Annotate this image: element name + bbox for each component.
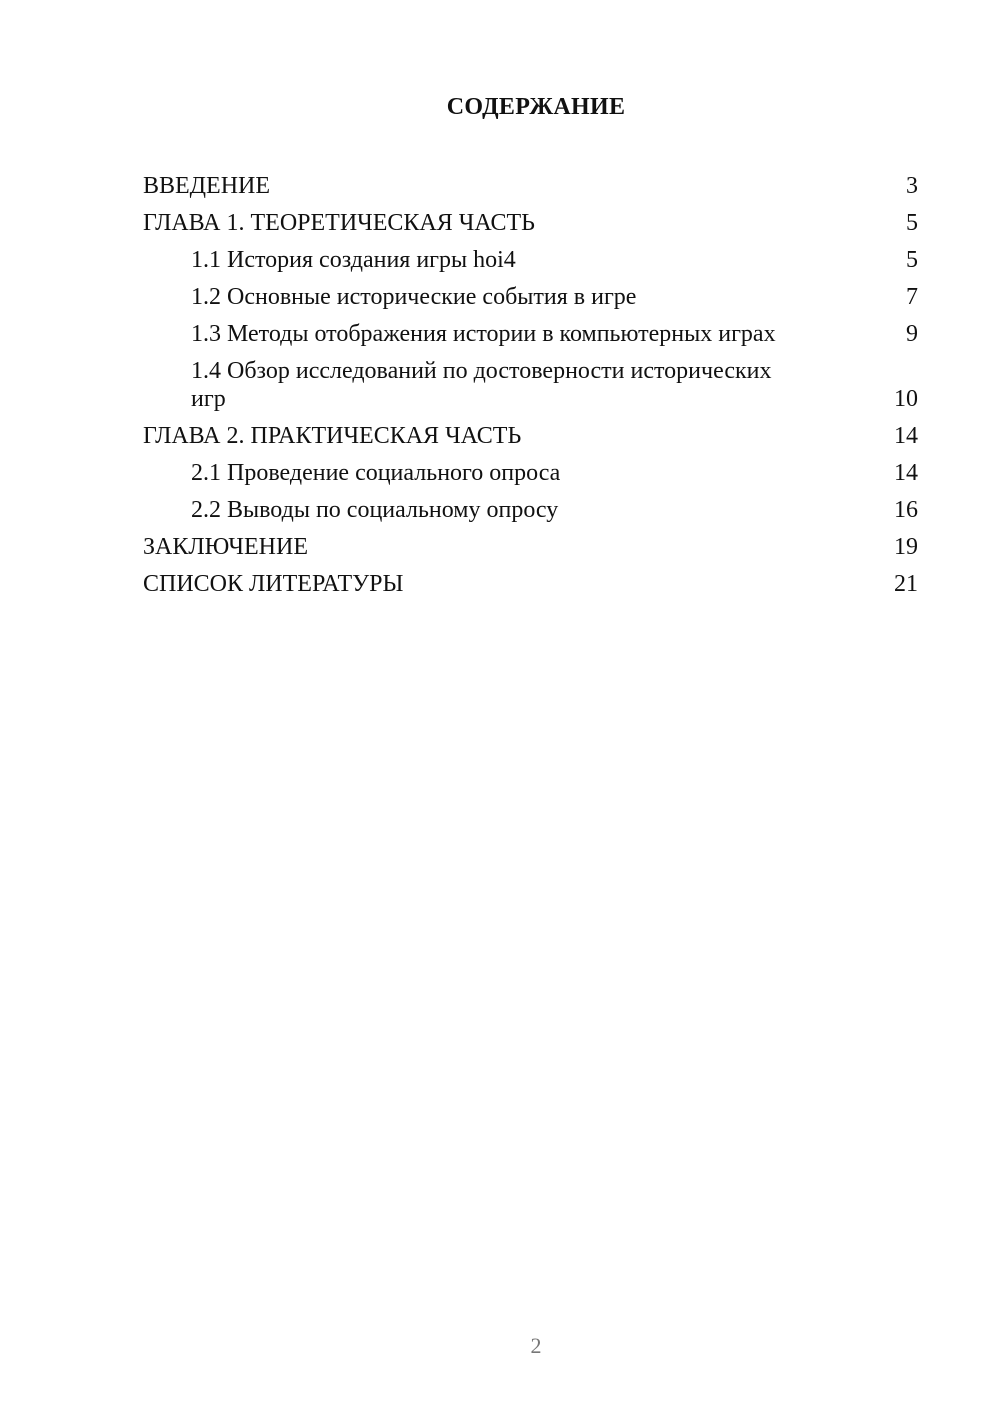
toc-entry-text: 1.4 Обзор исследований по достоверности исторических игр — [191, 358, 772, 412]
toc-entry-page: 5 — [906, 247, 918, 273]
page-number: 2 — [530, 1333, 542, 1358]
toc-entry-page: 7 — [906, 284, 918, 310]
toc-entry-section-1-2[interactable] — [143, 278, 918, 315]
table-of-contents — [143, 167, 918, 602]
toc-entry-page: 3 — [906, 173, 918, 199]
toc-entry-section-2-2[interactable] — [143, 491, 918, 528]
toc-entry-text: ВВЕДЕНИЕ — [143, 173, 271, 199]
toc-entry-page: 19 — [894, 534, 918, 560]
toc-entry-text: 2.1 Проведение социального опроса — [191, 460, 561, 486]
toc-entry-text: ГЛАВА 2. ПРАКТИЧЕСКАЯ ЧАСТЬ — [143, 423, 522, 449]
toc-entry-text: ЗАКЛЮЧЕНИЕ — [143, 534, 308, 560]
toc-entry-text: 1.2 Основные исторические события в игре — [191, 284, 637, 310]
toc-entry-text: ГЛАВА 1. ТЕОРЕТИЧЕСКАЯ ЧАСТЬ — [143, 210, 535, 236]
toc-entry-section-1-4[interactable] — [143, 352, 918, 417]
toc-entry-chapter-2[interactable] — [143, 417, 918, 454]
toc-entry-section-1-1[interactable] — [143, 241, 918, 278]
toc-entry-text: СПИСОК ЛИТЕРАТУРЫ — [143, 571, 404, 597]
toc-entry-page: 21 — [894, 571, 918, 597]
page-title: СОДЕРЖАНИЕ — [446, 94, 626, 120]
toc-entry-page: 14 — [894, 460, 918, 486]
toc-entry-page: 5 — [906, 210, 918, 236]
toc-entry-page: 10 — [894, 386, 918, 412]
toc-entry-page: 16 — [894, 497, 918, 523]
toc-entry-text: 1.1 История создания игры hoi4 — [191, 247, 516, 273]
toc-entry-page: 9 — [906, 321, 918, 347]
toc-entry-text: 1.3 Методы отображения истории в компьютерных играх — [191, 321, 776, 347]
toc-entry-chapter-1[interactable] — [143, 204, 918, 241]
toc-entry-page: 14 — [894, 423, 918, 449]
toc-entry-section-1-3[interactable] — [143, 315, 918, 352]
toc-entry-text: 2.2 Выводы по социальному опросу — [191, 497, 559, 523]
toc-entry-conclusion[interactable] — [143, 528, 918, 565]
toc-entry-bibliography[interactable] — [143, 565, 918, 602]
toc-entry-section-2-1[interactable] — [143, 454, 918, 491]
toc-entry-introduction[interactable] — [143, 167, 918, 204]
